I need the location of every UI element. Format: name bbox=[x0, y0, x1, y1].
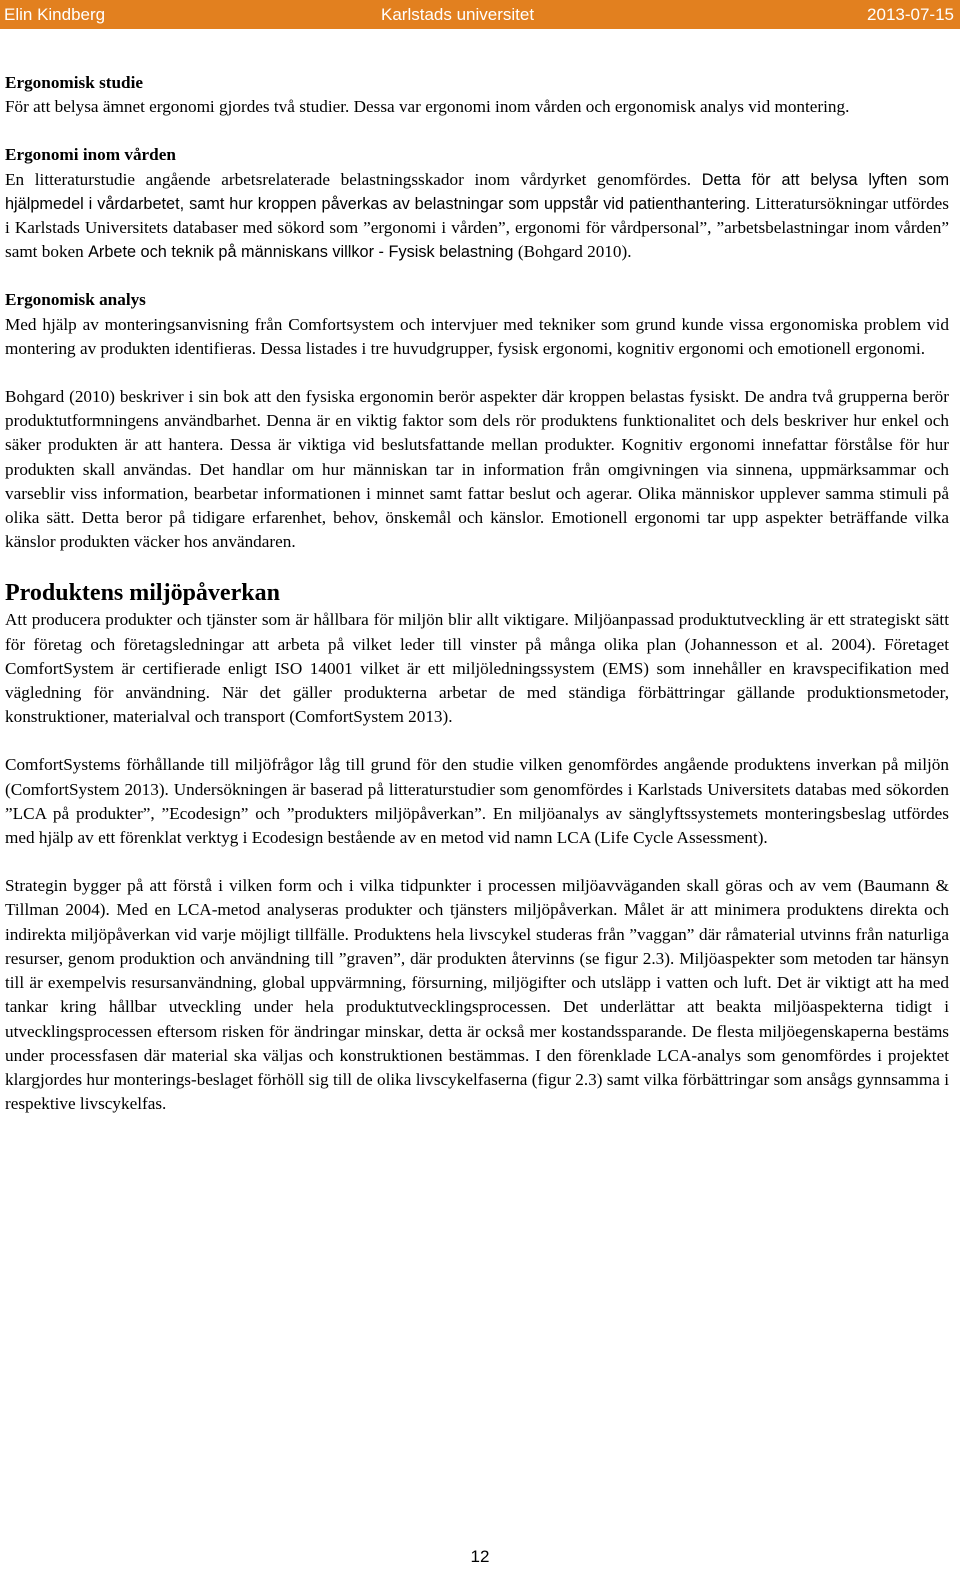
header-university: Karlstads universitet bbox=[381, 5, 535, 24]
vard-text-1: En litteraturstudie angående arbetsrelaterade belastningsskador inom vårdyrket genomfördes. bbox=[5, 169, 702, 189]
page-header bbox=[0, 0, 960, 29]
vard-text-3: Litteratursökningar utfördes i Karlstads Universitets databaser med sökord som ”ergonomi i vården”, ergonomi för vårdpersonal”, ”arbetsbelastningar inom vården” samt boken bbox=[5, 193, 949, 262]
page-number: 12 bbox=[470, 1547, 490, 1566]
heading-miljopaverkan: Produktens miljöpåverkan bbox=[5, 580, 280, 607]
header-date: 2013-07-15 bbox=[867, 5, 954, 24]
paragraph-miljo-1: Att producera produkter och tjänster som är hållbara för miljön blir allt viktigare. Miljöanpassad produktutveckling är ett strategiskt sätt för företag och företagsledningar att arbeta på vilket leder till vinster på många olika plan (Johannesson et al. 2004). Företaget ComfortSystem är certifierade enligt ISO 14001 vilket är ett miljöledningssystem (EMS) som innehåller en kravspecifikation med vägledning för användning. När det gäller produkterna arbetar de med ständiga förbättringar gällande produktionsmetoder, konstruktioner, materialval och transport (ComfortSystem 2013). bbox=[5, 610, 949, 727]
paragraph-ergonomi-vard bbox=[5, 168, 949, 265]
paragraph-ergonomisk-studie: För att belysa ämnet ergonomi gjordes två studier. Dessa var ergonomi inom vården och ergonomisk analys vid montering. bbox=[5, 97, 850, 117]
vard-text-2: Detta för att belysa lyften som hjälpmedel i vårdarbetet, samt hur kroppen påverkas av belastningar som uppstår vid patienthantering. bbox=[5, 170, 949, 213]
vard-text-5: (Bohgard 2010). bbox=[517, 242, 632, 262]
heading-ergonomi-vard: Ergonomi inom vården bbox=[5, 145, 176, 165]
paragraph-miljo-2: ComfortSystems förhållande till miljöfrågor låg till grund för den studie vilken genomfördes angående produktens inverkan på miljön (ComfortSystem 2013). Undersökningen är baserad på litteraturstudier som genomfördes i Karlstads Universitets databas med sökorden ”LCA på produkter”, ”Ecodesign” och ”produkters miljöpåverkan”. En miljöanalys av sänglyftssystemets monteringsbeslag utfördes med hjälp av ett förenklat verktyg i Ecodesign bestående av en metod vid namn LCA (Life Cycle Assessment). bbox=[5, 755, 949, 848]
vard-text-4: Arbete och teknik på människans villkor - Fysisk belastning bbox=[88, 243, 518, 262]
document-body bbox=[5, 71, 949, 1116]
header-author: Elin Kindberg bbox=[4, 5, 106, 24]
paragraph-analys-1: Med hjälp av monteringsanvisning från Comfortsystem och intervjuer med tekniker som grund kunde vissa ergonomiska problem vid montering av produkten identifieras. Dessa listades i tre huvudgrupper, fysisk ergonomi, kognitiv ergonomi och emotionell ergonomi. bbox=[5, 314, 949, 358]
heading-ergonomisk-studie: Ergonomisk studie bbox=[5, 73, 144, 92]
heading-ergonomisk-analys: Ergonomisk analys bbox=[5, 290, 146, 310]
paragraph-miljo-3: Strategin bygger på att förstå i vilken form och i vilka tidpunkter i processen miljöavväganden skall göras och av vem (Baumann & Tillman 2004). Med en LCA-metod analyseras produkter och tjänsters miljöpåverkan. Målet är att minimera produktens direkta och indirekta miljöpåverkan vid varje möjligt tillfälle. Produktens hela livscykel studeras från ”vaggan” där råmaterial utvinns från naturliga resurser, genom produktion och användning till ”graven”, där produkten återvinns (se figur 2.3). Miljöaspekter som metoden tar hänsyn till är exempelvis resursanvändning, global uppvärmning, försurning, miljögifter och utsläpp i vatten och luft. Det är viktigt att ha med tankar kring hållbar utveckling under hela produktutvecklingsprocessen. Det underlättar att beakta miljöaspekterna tidigt i utvecklingsprocessen eftersom risken för ändringar minskar, detta är också mer kostandssparande. De flesta miljöegenskaperna bestäms under processfasen där material ska väljas och konstruktionen bestämmas. I den förenklade LCA-analys som genomfördes i projektet klargjordes hur monterings-beslaget förhöll sig till de olika livscykelfaserna (figur 2.3) samt vilka förbättringar som ansågs gynnsamma i respektive livscykelfas. bbox=[5, 876, 949, 1114]
paragraph-analys-2: Bohgard (2010) beskriver i sin bok att den fysiska ergonomin berör aspekter där kroppen belastas fysiskt. De andra två grupperna berör produktutformningens användbarhet. Denna är en viktig faktor som dels rör produktens funktionalitet och dels beskriver hur enkel och säker produkten är att hantera. Dessa är viktiga vid beslutsfattande mellan produkter. Kognitiv ergonomi innefattar förstålse för hur produkten skall användas. Det handlar om hur människan tar in information från omgivningen via sinnena, uppmärksammar och varseblir viss information, bearbetar informationen i minnet samt fattar beslut och agerar. Olika människor upplever samma stimuli på olika sätt. Detta beror på tidigare erfarenhet, behov, önskemål och känslor. Emotionell ergonomi tar upp aspekter beträffande vilka känslor produkten väcker hos användaren. bbox=[5, 387, 949, 552]
